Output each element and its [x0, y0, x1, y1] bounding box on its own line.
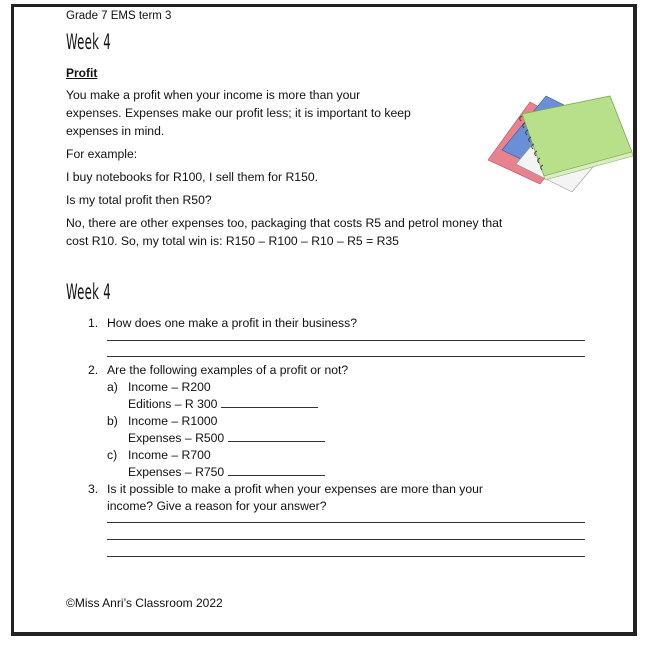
q3-line2: income? Give a reason for your answer?	[107, 499, 327, 513]
answer-line-1: No, there are other expenses too, packaging that costs R5 and petrol money that	[66, 216, 503, 230]
q2b-letter: b)	[107, 414, 118, 428]
q2c-line1: Income – R700	[128, 448, 211, 462]
q2-number: 2.	[88, 363, 99, 377]
q3-line1: Is it possible to make a profit when your expenses are more than your	[107, 482, 483, 496]
q2a-line2: Editions – R 300	[128, 397, 218, 411]
q2c-letter: c)	[107, 448, 118, 462]
q1-text: How does one make a profit in their business?	[107, 316, 357, 330]
question-line: Is my total profit then R50?	[66, 193, 212, 207]
q1-answer-line-1[interactable]	[107, 340, 585, 341]
profit-heading: Profit	[66, 66, 98, 80]
example-label: For example:	[66, 147, 138, 161]
q3-number: 3.	[88, 482, 99, 496]
q1-answer-line-2[interactable]	[107, 356, 585, 357]
copyright-footer: ©Miss Anri’s Classroom 2022	[66, 596, 223, 610]
q2b-line2: Expenses – R500	[128, 431, 225, 445]
q2b-answer-blank[interactable]	[228, 431, 325, 442]
intro-line-2: expenses. Expenses make our profit less; it is important to keep	[66, 106, 411, 120]
answer-line-2: cost R10. So, my total win is: R150 – R100 – R10 – R5 = R35	[66, 234, 399, 248]
notebooks-icon	[482, 92, 637, 192]
q2-text: Are the following examples of a profit or not?	[107, 363, 349, 377]
q2c-answer-blank[interactable]	[228, 465, 325, 476]
example-line: I buy notebooks for R100, I sell them for R150.	[66, 170, 319, 184]
week-title-1: Week 4	[66, 30, 112, 54]
q2c-line2-row	[128, 465, 325, 479]
q1-number: 1.	[88, 316, 99, 330]
q2b-line2-row	[128, 431, 325, 445]
q2b-line1: Income – R1000	[128, 414, 218, 428]
q3-answer-line-1[interactable]	[107, 522, 585, 523]
q3-answer-line-3[interactable]	[107, 556, 585, 557]
q2a-letter: a)	[107, 380, 118, 394]
q3-answer-line-2[interactable]	[107, 539, 585, 540]
q2a-answer-blank[interactable]	[221, 397, 318, 408]
q2a-line2-row	[128, 397, 318, 411]
q2c-line2: Expenses – R750	[128, 465, 225, 479]
page-header: Grade 7 EMS term 3	[66, 10, 172, 22]
intro-line-1: You make a profit when your income is more than your	[66, 88, 361, 102]
intro-line-3: expenses in mind.	[66, 124, 165, 138]
week-title-2: Week 4	[66, 280, 112, 304]
q2a-line1: Income – R200	[128, 380, 211, 394]
